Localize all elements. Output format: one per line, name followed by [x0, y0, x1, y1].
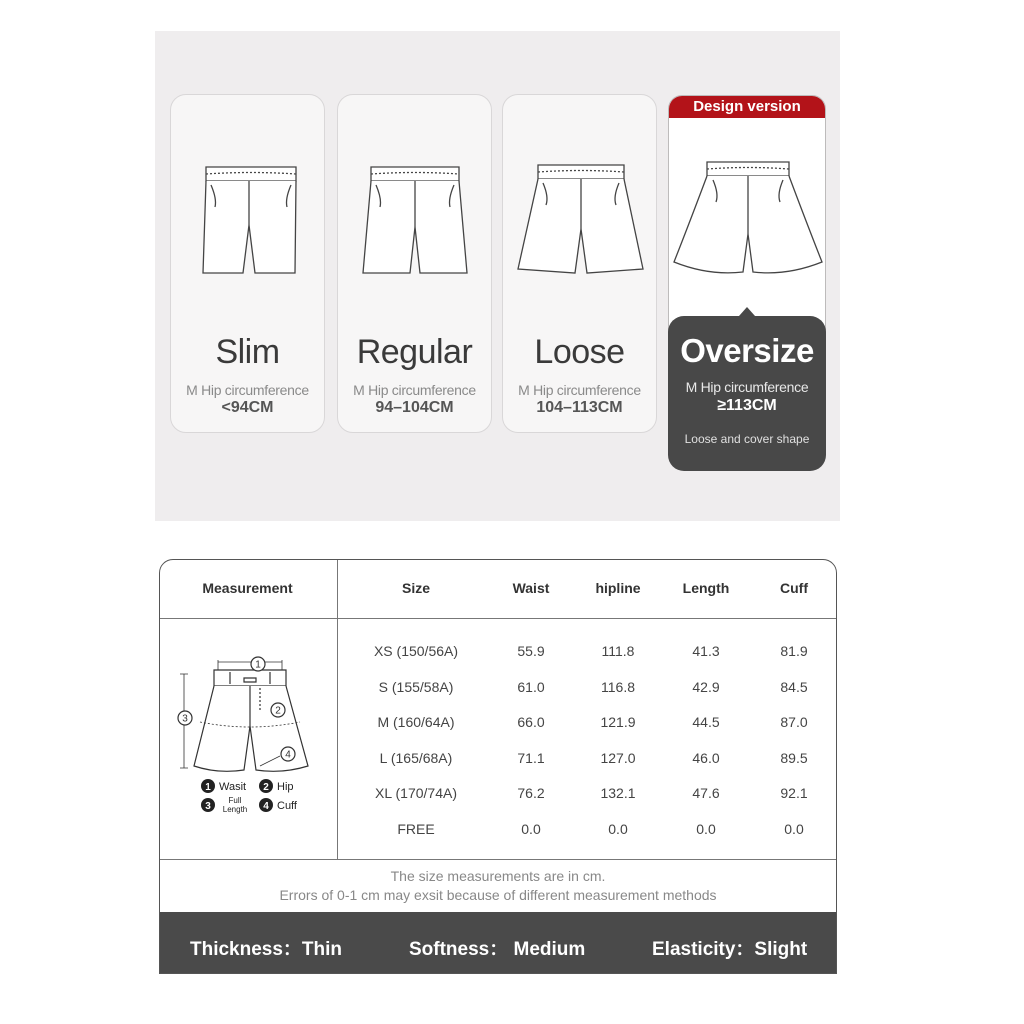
softness-property: Softness： Medium	[409, 939, 586, 960]
legend-cuff: Cuff	[277, 800, 297, 812]
fit-card-slim	[170, 94, 325, 433]
header-divider	[160, 618, 836, 619]
cell-cuff: 89.5	[780, 749, 808, 766]
header-hipline: hipline	[595, 580, 641, 596]
legend-length: Length	[222, 805, 248, 814]
hip-value: 104–113CM	[536, 399, 623, 416]
note-errors: Errors of 0-1 cm may exsit because of different measurement methods	[279, 887, 717, 903]
cell-cuff: 81.9	[780, 643, 808, 659]
hip-label: M Hip circumference	[518, 382, 641, 398]
fit-card-oversize	[668, 95, 826, 471]
thickness-property: Thickness：Thin	[190, 939, 343, 960]
marker-1: 1	[255, 659, 261, 671]
fit-name: Regular	[356, 333, 473, 371]
cell-length: 41.3	[692, 643, 720, 659]
header-length: Length	[682, 580, 730, 596]
cell-length: 47.6	[692, 785, 720, 802]
hip-label: M Hip circumference	[186, 382, 309, 398]
cell-size: S (155/58A)	[378, 678, 454, 695]
hip-label: M Hip circumference	[353, 382, 476, 398]
elasticity-property: Elasticity：Slight	[652, 939, 808, 960]
cell-hipline: 111.8	[601, 643, 635, 659]
header-measurement: Measurement	[202, 580, 293, 596]
cell-hipline: 116.8	[601, 678, 635, 695]
legend-hip: Hip	[277, 781, 294, 793]
cell-length: 44.5	[692, 714, 720, 731]
legend-num-3: 3	[205, 801, 211, 812]
cell-size: XL (170/74A)	[375, 785, 457, 802]
cell-length: 0.0	[696, 821, 716, 837]
cell-hipline: 121.9	[600, 714, 636, 731]
cell-cuff: 0.0	[784, 821, 804, 837]
fit-name: Slim	[215, 333, 280, 371]
cell-size: FREE	[397, 821, 435, 837]
slim-shorts-icon	[171, 155, 326, 280]
cell-waist: 0.0	[521, 821, 541, 837]
note-units: The size measurements are in cm.	[390, 868, 606, 884]
cell-cuff: 84.5	[780, 678, 808, 695]
legend-num-4: 4	[263, 801, 269, 812]
legend-full: Full	[228, 796, 242, 805]
loose-shorts-icon	[503, 155, 658, 280]
header-size: Size	[401, 580, 430, 596]
cell-waist: 76.2	[517, 785, 545, 802]
cell-hipline: 132.1	[600, 785, 636, 802]
cell-hipline: 0.0	[608, 821, 628, 837]
header-waist: Waist	[512, 580, 550, 596]
regular-shorts-icon	[338, 155, 493, 280]
hip-label: M Hip circumference	[685, 379, 809, 395]
measurement-diagram	[176, 656, 326, 831]
fit-name: Oversize	[680, 332, 814, 369]
size-chart-table	[159, 559, 837, 974]
cell-waist: 66.0	[517, 714, 545, 731]
marker-3: 3	[182, 713, 188, 725]
cell-waist: 61.0	[517, 678, 545, 695]
cell-cuff: 87.0	[780, 714, 808, 731]
legend-waist: Wasit	[219, 781, 247, 793]
cell-waist: 71.1	[517, 749, 545, 766]
oversize-shorts-icon	[669, 154, 826, 284]
cell-length: 46.0	[692, 749, 720, 766]
fit-card-regular	[337, 94, 492, 433]
hip-value: ≥113CM	[717, 397, 777, 414]
fit-note: Loose and cover shape	[684, 432, 810, 446]
cell-cuff: 92.1	[780, 785, 808, 802]
hip-value: <94CM	[221, 399, 274, 416]
fit-card-loose	[502, 94, 657, 433]
note-divider	[160, 859, 836, 860]
cell-length: 42.9	[692, 678, 720, 695]
cell-size: XS (150/56A)	[373, 643, 459, 659]
hip-value: 94–104CM	[375, 399, 454, 416]
measurement-legend	[176, 776, 326, 826]
fit-name: Loose	[534, 333, 625, 371]
column-divider	[337, 560, 338, 860]
legend-num-2: 2	[263, 782, 269, 793]
shorts-measurement-icon	[176, 656, 326, 776]
cell-waist: 55.9	[517, 643, 545, 659]
oversize-info-box	[668, 316, 826, 471]
fabric-properties-bar	[160, 912, 836, 974]
header-cuff: Cuff	[780, 580, 808, 596]
cell-size: L (165/68A)	[379, 749, 453, 766]
marker-2: 2	[275, 705, 281, 717]
marker-4: 4	[285, 749, 291, 761]
cell-hipline: 127.0	[600, 749, 636, 766]
pointer-notch	[739, 307, 755, 316]
design-version-banner: Design version	[669, 96, 825, 118]
legend-num-1: 1	[205, 782, 211, 793]
cell-size: M (160/64A)	[377, 714, 455, 731]
